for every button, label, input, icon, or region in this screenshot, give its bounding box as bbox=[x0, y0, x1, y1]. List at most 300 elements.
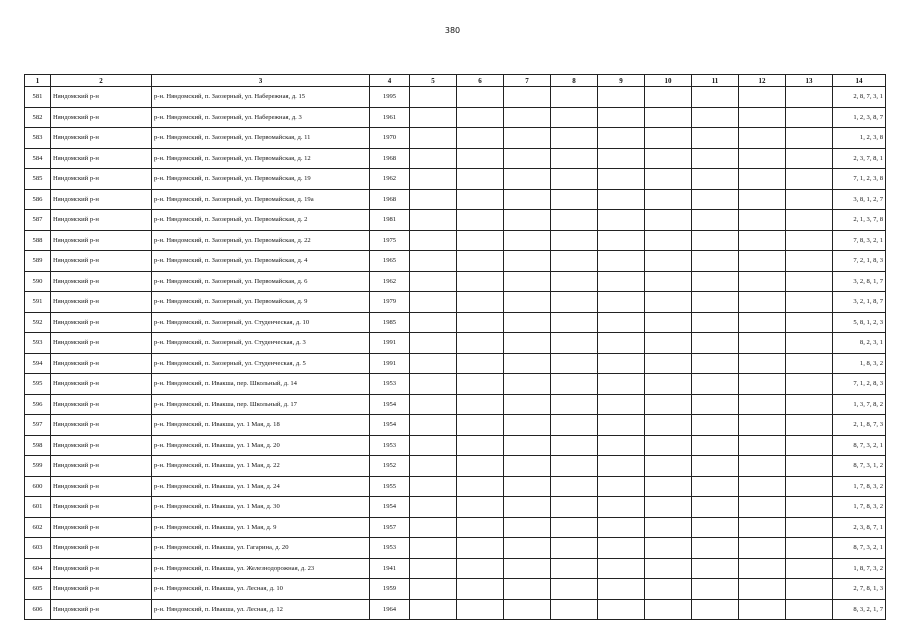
empty-cell-col-7 bbox=[504, 189, 551, 210]
column-header-2: 2 bbox=[51, 75, 152, 87]
empty-cell-col-13 bbox=[786, 312, 833, 333]
row-number-cell: 585 bbox=[25, 169, 51, 190]
empty-cell-col-5 bbox=[410, 292, 457, 313]
district-cell: Няндомский р-н bbox=[51, 312, 152, 333]
empty-cell-col-10 bbox=[645, 476, 692, 497]
empty-cell-col-5 bbox=[410, 230, 457, 251]
empty-cell-col-11 bbox=[692, 271, 739, 292]
table-row bbox=[25, 169, 886, 190]
row-number-cell: 599 bbox=[25, 456, 51, 477]
empty-cell-col-9 bbox=[598, 497, 645, 518]
empty-cell-col-12 bbox=[739, 435, 786, 456]
district-cell: Няндомский р-н bbox=[51, 415, 152, 436]
year-cell: 1954 bbox=[370, 497, 410, 518]
row-number-cell: 602 bbox=[25, 517, 51, 538]
empty-cell-col-11 bbox=[692, 517, 739, 538]
empty-cell-col-13 bbox=[786, 210, 833, 231]
district-cell: Няндомский р-н bbox=[51, 210, 152, 231]
address-cell: р-н. Няндомский, п. Заозерный, ул. Первомайская, д. 2 bbox=[152, 210, 370, 231]
sequence-cell: 3, 2, 1, 8, 7 bbox=[833, 292, 886, 313]
empty-cell-col-8 bbox=[551, 558, 598, 579]
empty-cell-col-8 bbox=[551, 415, 598, 436]
empty-cell-col-7 bbox=[504, 210, 551, 231]
empty-cell-col-6 bbox=[457, 579, 504, 600]
sequence-cell: 7, 1, 2, 8, 3 bbox=[833, 374, 886, 395]
empty-cell-col-8 bbox=[551, 497, 598, 518]
year-cell: 1957 bbox=[370, 517, 410, 538]
empty-cell-col-13 bbox=[786, 292, 833, 313]
column-header-9: 9 bbox=[598, 75, 645, 87]
row-number-cell: 586 bbox=[25, 189, 51, 210]
column-header-11: 11 bbox=[692, 75, 739, 87]
empty-cell-col-12 bbox=[739, 271, 786, 292]
empty-cell-col-5 bbox=[410, 210, 457, 231]
empty-cell-col-10 bbox=[645, 374, 692, 395]
year-cell: 1968 bbox=[370, 189, 410, 210]
address-cell: р-н. Няндомский, п. Ивакша, ул. Лесная, д. 10 bbox=[152, 579, 370, 600]
empty-cell-col-13 bbox=[786, 415, 833, 436]
row-number-cell: 592 bbox=[25, 312, 51, 333]
year-cell: 1991 bbox=[370, 333, 410, 354]
sequence-cell: 1, 8, 7, 3, 2 bbox=[833, 558, 886, 579]
year-cell: 1962 bbox=[370, 271, 410, 292]
empty-cell-col-5 bbox=[410, 599, 457, 620]
district-cell: Няндомский р-н bbox=[51, 189, 152, 210]
housing-table bbox=[24, 74, 886, 620]
empty-cell-col-10 bbox=[645, 292, 692, 313]
empty-cell-col-5 bbox=[410, 415, 457, 436]
empty-cell-col-11 bbox=[692, 599, 739, 620]
empty-cell-col-6 bbox=[457, 435, 504, 456]
empty-cell-col-5 bbox=[410, 579, 457, 600]
address-cell: р-н. Няндомский, п. Заозерный, ул. Студенческая, д. 3 bbox=[152, 333, 370, 354]
empty-cell-col-10 bbox=[645, 230, 692, 251]
empty-cell-col-13 bbox=[786, 435, 833, 456]
table-row bbox=[25, 599, 886, 620]
table-row bbox=[25, 435, 886, 456]
empty-cell-col-10 bbox=[645, 517, 692, 538]
empty-cell-col-5 bbox=[410, 394, 457, 415]
empty-cell-col-13 bbox=[786, 189, 833, 210]
empty-cell-col-10 bbox=[645, 107, 692, 128]
empty-cell-col-7 bbox=[504, 476, 551, 497]
table-row bbox=[25, 128, 886, 149]
empty-cell-col-5 bbox=[410, 456, 457, 477]
empty-cell-col-9 bbox=[598, 599, 645, 620]
empty-cell-col-7 bbox=[504, 394, 551, 415]
empty-cell-col-9 bbox=[598, 87, 645, 108]
empty-cell-col-12 bbox=[739, 230, 786, 251]
empty-cell-col-10 bbox=[645, 189, 692, 210]
empty-cell-col-11 bbox=[692, 292, 739, 313]
address-cell: р-н. Няндомский, п. Ивакша, пер. Школьный, д. 17 bbox=[152, 394, 370, 415]
empty-cell-col-12 bbox=[739, 497, 786, 518]
row-number-cell: 606 bbox=[25, 599, 51, 620]
year-cell: 1955 bbox=[370, 476, 410, 497]
address-cell: р-н. Няндомский, п. Заозерный, ул. Студенческая, д. 5 bbox=[152, 353, 370, 374]
empty-cell-col-9 bbox=[598, 312, 645, 333]
empty-cell-col-9 bbox=[598, 579, 645, 600]
empty-cell-col-6 bbox=[457, 517, 504, 538]
row-number-cell: 605 bbox=[25, 579, 51, 600]
empty-cell-col-11 bbox=[692, 538, 739, 559]
column-header-1: 1 bbox=[25, 75, 51, 87]
row-number-cell: 598 bbox=[25, 435, 51, 456]
row-number-cell: 584 bbox=[25, 148, 51, 169]
empty-cell-col-12 bbox=[739, 210, 786, 231]
empty-cell-col-12 bbox=[739, 189, 786, 210]
empty-cell-col-8 bbox=[551, 189, 598, 210]
district-cell: Няндомский р-н bbox=[51, 435, 152, 456]
sequence-cell: 7, 2, 1, 8, 3 bbox=[833, 251, 886, 272]
address-cell: р-н. Няндомский, п. Заозерный, ул. Студенческая, д. 10 bbox=[152, 312, 370, 333]
empty-cell-col-11 bbox=[692, 497, 739, 518]
empty-cell-col-8 bbox=[551, 87, 598, 108]
empty-cell-col-8 bbox=[551, 394, 598, 415]
district-cell: Няндомский р-н bbox=[51, 292, 152, 313]
empty-cell-col-7 bbox=[504, 292, 551, 313]
empty-cell-col-9 bbox=[598, 558, 645, 579]
sequence-cell: 2, 3, 7, 8, 1 bbox=[833, 148, 886, 169]
empty-cell-col-11 bbox=[692, 169, 739, 190]
address-cell: р-н. Няндомский, п. Заозерный, ул. Первомайская, д. 12 bbox=[152, 148, 370, 169]
empty-cell-col-7 bbox=[504, 415, 551, 436]
sequence-cell: 2, 1, 8, 7, 3 bbox=[833, 415, 886, 436]
empty-cell-col-13 bbox=[786, 538, 833, 559]
empty-cell-col-12 bbox=[739, 312, 786, 333]
empty-cell-col-11 bbox=[692, 456, 739, 477]
address-cell: р-н. Няндомский, п. Заозерный, ул. Первомайская, д. 22 bbox=[152, 230, 370, 251]
district-cell: Няндомский р-н bbox=[51, 517, 152, 538]
empty-cell-col-7 bbox=[504, 148, 551, 169]
table-row bbox=[25, 271, 886, 292]
district-cell: Няндомский р-н bbox=[51, 87, 152, 108]
empty-cell-col-11 bbox=[692, 87, 739, 108]
empty-cell-col-7 bbox=[504, 517, 551, 538]
empty-cell-col-9 bbox=[598, 189, 645, 210]
empty-cell-col-13 bbox=[786, 476, 833, 497]
address-cell: р-н. Няндомский, п. Заозерный, ул. Первомайская, д. 19а bbox=[152, 189, 370, 210]
table-row bbox=[25, 476, 886, 497]
sequence-cell: 1, 7, 8, 3, 2 bbox=[833, 476, 886, 497]
empty-cell-col-10 bbox=[645, 333, 692, 354]
empty-cell-col-13 bbox=[786, 394, 833, 415]
empty-cell-col-8 bbox=[551, 456, 598, 477]
empty-cell-col-11 bbox=[692, 435, 739, 456]
empty-cell-col-8 bbox=[551, 353, 598, 374]
district-cell: Няндомский р-н bbox=[51, 271, 152, 292]
empty-cell-col-12 bbox=[739, 353, 786, 374]
district-cell: Няндомский р-н bbox=[51, 374, 152, 395]
empty-cell-col-5 bbox=[410, 374, 457, 395]
table-row bbox=[25, 517, 886, 538]
empty-cell-col-5 bbox=[410, 435, 457, 456]
row-number-cell: 581 bbox=[25, 87, 51, 108]
district-cell: Няндомский р-н bbox=[51, 353, 152, 374]
column-header-5: 5 bbox=[410, 75, 457, 87]
sequence-cell: 2, 7, 8, 1, 3 bbox=[833, 579, 886, 600]
sequence-cell: 3, 8, 1, 2, 7 bbox=[833, 189, 886, 210]
empty-cell-col-12 bbox=[739, 374, 786, 395]
empty-cell-col-13 bbox=[786, 333, 833, 354]
sequence-cell: 2, 3, 8, 7, 1 bbox=[833, 517, 886, 538]
empty-cell-col-6 bbox=[457, 456, 504, 477]
empty-cell-col-5 bbox=[410, 87, 457, 108]
empty-cell-col-6 bbox=[457, 394, 504, 415]
row-number-cell: 582 bbox=[25, 107, 51, 128]
empty-cell-col-6 bbox=[457, 148, 504, 169]
address-cell: р-н. Няндомский, п. Ивакша, ул. 1 Мая, д. 20 bbox=[152, 435, 370, 456]
address-cell: р-н. Няндомский, п. Заозерный, ул. Первомайская, д. 6 bbox=[152, 271, 370, 292]
empty-cell-col-11 bbox=[692, 210, 739, 231]
empty-cell-col-12 bbox=[739, 579, 786, 600]
year-cell: 1965 bbox=[370, 251, 410, 272]
row-number-cell: 590 bbox=[25, 271, 51, 292]
empty-cell-col-9 bbox=[598, 415, 645, 436]
sequence-cell: 1, 8, 3, 2 bbox=[833, 353, 886, 374]
empty-cell-col-12 bbox=[739, 599, 786, 620]
empty-cell-col-12 bbox=[739, 292, 786, 313]
empty-cell-col-7 bbox=[504, 251, 551, 272]
column-header-7: 7 bbox=[504, 75, 551, 87]
empty-cell-col-8 bbox=[551, 312, 598, 333]
empty-cell-col-7 bbox=[504, 230, 551, 251]
table-row bbox=[25, 353, 886, 374]
row-number-cell: 600 bbox=[25, 476, 51, 497]
empty-cell-col-5 bbox=[410, 128, 457, 149]
table-row bbox=[25, 374, 886, 395]
empty-cell-col-10 bbox=[645, 312, 692, 333]
empty-cell-col-7 bbox=[504, 87, 551, 108]
empty-cell-col-9 bbox=[598, 210, 645, 231]
empty-cell-col-7 bbox=[504, 169, 551, 190]
sequence-cell: 1, 7, 8, 3, 2 bbox=[833, 497, 886, 518]
row-number-cell: 596 bbox=[25, 394, 51, 415]
empty-cell-col-9 bbox=[598, 394, 645, 415]
sequence-cell: 1, 2, 3, 8, 7 bbox=[833, 107, 886, 128]
table-row bbox=[25, 579, 886, 600]
sequence-cell: 2, 8, 7, 3, 1 bbox=[833, 87, 886, 108]
empty-cell-col-9 bbox=[598, 353, 645, 374]
empty-cell-col-8 bbox=[551, 230, 598, 251]
row-number-cell: 589 bbox=[25, 251, 51, 272]
empty-cell-col-11 bbox=[692, 107, 739, 128]
empty-cell-col-6 bbox=[457, 353, 504, 374]
empty-cell-col-8 bbox=[551, 333, 598, 354]
district-cell: Няндомский р-н bbox=[51, 456, 152, 477]
empty-cell-col-6 bbox=[457, 230, 504, 251]
empty-cell-col-5 bbox=[410, 558, 457, 579]
empty-cell-col-11 bbox=[692, 476, 739, 497]
district-cell: Няндомский р-н bbox=[51, 579, 152, 600]
empty-cell-col-13 bbox=[786, 87, 833, 108]
column-header-10: 10 bbox=[645, 75, 692, 87]
empty-cell-col-6 bbox=[457, 333, 504, 354]
year-cell: 1979 bbox=[370, 292, 410, 313]
district-cell: Няндомский р-н bbox=[51, 497, 152, 518]
empty-cell-col-10 bbox=[645, 251, 692, 272]
empty-cell-col-8 bbox=[551, 148, 598, 169]
empty-cell-col-13 bbox=[786, 497, 833, 518]
address-cell: р-н. Няндомский, п. Ивакша, ул. Лесная, д. 12 bbox=[152, 599, 370, 620]
empty-cell-col-13 bbox=[786, 579, 833, 600]
empty-cell-col-5 bbox=[410, 517, 457, 538]
address-cell: р-н. Няндомский, п. Заозерный, ул. Первомайская, д. 11 bbox=[152, 128, 370, 149]
empty-cell-col-8 bbox=[551, 292, 598, 313]
year-cell: 1970 bbox=[370, 128, 410, 149]
address-cell: р-н. Няндомский, п. Ивакша, ул. 1 Мая, д. 30 bbox=[152, 497, 370, 518]
row-number-cell: 597 bbox=[25, 415, 51, 436]
table-row bbox=[25, 415, 886, 436]
empty-cell-col-10 bbox=[645, 394, 692, 415]
empty-cell-col-9 bbox=[598, 251, 645, 272]
empty-cell-col-8 bbox=[551, 517, 598, 538]
empty-cell-col-8 bbox=[551, 599, 598, 620]
empty-cell-col-6 bbox=[457, 128, 504, 149]
year-cell: 1954 bbox=[370, 415, 410, 436]
address-cell: р-н. Няндомский, п. Заозерный, ул. Набережная, д. 3 bbox=[152, 107, 370, 128]
row-number-cell: 595 bbox=[25, 374, 51, 395]
district-cell: Няндомский р-н bbox=[51, 251, 152, 272]
empty-cell-col-10 bbox=[645, 148, 692, 169]
empty-cell-col-10 bbox=[645, 210, 692, 231]
empty-cell-col-13 bbox=[786, 374, 833, 395]
year-cell: 1964 bbox=[370, 599, 410, 620]
empty-cell-col-11 bbox=[692, 394, 739, 415]
empty-cell-col-9 bbox=[598, 128, 645, 149]
empty-cell-col-12 bbox=[739, 476, 786, 497]
empty-cell-col-13 bbox=[786, 599, 833, 620]
empty-cell-col-12 bbox=[739, 415, 786, 436]
row-number-cell: 604 bbox=[25, 558, 51, 579]
empty-cell-col-13 bbox=[786, 517, 833, 538]
year-cell: 1981 bbox=[370, 210, 410, 231]
empty-cell-col-12 bbox=[739, 148, 786, 169]
empty-cell-col-8 bbox=[551, 107, 598, 128]
year-cell: 1959 bbox=[370, 579, 410, 600]
year-cell: 1961 bbox=[370, 107, 410, 128]
empty-cell-col-6 bbox=[457, 312, 504, 333]
empty-cell-col-6 bbox=[457, 415, 504, 436]
sequence-cell: 8, 7, 3, 2, 1 bbox=[833, 538, 886, 559]
empty-cell-col-6 bbox=[457, 538, 504, 559]
empty-cell-col-11 bbox=[692, 353, 739, 374]
district-cell: Няндомский р-н bbox=[51, 230, 152, 251]
empty-cell-col-5 bbox=[410, 538, 457, 559]
empty-cell-col-11 bbox=[692, 558, 739, 579]
sequence-cell: 2, 1, 3, 7, 8 bbox=[833, 210, 886, 231]
empty-cell-col-10 bbox=[645, 579, 692, 600]
row-number-cell: 593 bbox=[25, 333, 51, 354]
empty-cell-col-9 bbox=[598, 271, 645, 292]
empty-cell-col-13 bbox=[786, 353, 833, 374]
empty-cell-col-6 bbox=[457, 210, 504, 231]
table-header bbox=[25, 75, 886, 87]
empty-cell-col-12 bbox=[739, 538, 786, 559]
page-number: 380 bbox=[444, 26, 461, 35]
table-row bbox=[25, 497, 886, 518]
address-cell: р-н. Няндомский, п. Ивакша, ул. 1 Мая, д. 24 bbox=[152, 476, 370, 497]
empty-cell-col-8 bbox=[551, 374, 598, 395]
empty-cell-col-10 bbox=[645, 456, 692, 477]
empty-cell-col-7 bbox=[504, 128, 551, 149]
sequence-cell: 1, 3, 7, 8, 2 bbox=[833, 394, 886, 415]
column-header-3: 3 bbox=[152, 75, 370, 87]
empty-cell-col-7 bbox=[504, 312, 551, 333]
year-cell: 1975 bbox=[370, 230, 410, 251]
empty-cell-col-5 bbox=[410, 169, 457, 190]
empty-cell-col-10 bbox=[645, 169, 692, 190]
empty-cell-col-9 bbox=[598, 333, 645, 354]
empty-cell-col-12 bbox=[739, 87, 786, 108]
empty-cell-col-6 bbox=[457, 497, 504, 518]
empty-cell-col-11 bbox=[692, 312, 739, 333]
empty-cell-col-13 bbox=[786, 456, 833, 477]
year-cell: 1968 bbox=[370, 148, 410, 169]
column-header-12: 12 bbox=[739, 75, 786, 87]
empty-cell-col-9 bbox=[598, 374, 645, 395]
sequence-cell: 1, 2, 3, 8 bbox=[833, 128, 886, 149]
header-row bbox=[25, 75, 886, 87]
empty-cell-col-6 bbox=[457, 558, 504, 579]
table-body bbox=[25, 87, 886, 620]
empty-cell-col-8 bbox=[551, 579, 598, 600]
empty-cell-col-13 bbox=[786, 251, 833, 272]
address-cell: р-н. Няндомский, п. Ивакша, ул. 1 Мая, д. 18 bbox=[152, 415, 370, 436]
empty-cell-col-7 bbox=[504, 374, 551, 395]
empty-cell-col-6 bbox=[457, 251, 504, 272]
row-number-cell: 594 bbox=[25, 353, 51, 374]
empty-cell-col-8 bbox=[551, 435, 598, 456]
empty-cell-col-7 bbox=[504, 497, 551, 518]
empty-cell-col-12 bbox=[739, 251, 786, 272]
district-cell: Няндомский р-н bbox=[51, 394, 152, 415]
table-row bbox=[25, 292, 886, 313]
row-number-cell: 591 bbox=[25, 292, 51, 313]
empty-cell-col-12 bbox=[739, 394, 786, 415]
table-row bbox=[25, 394, 886, 415]
empty-cell-col-5 bbox=[410, 189, 457, 210]
empty-cell-col-6 bbox=[457, 189, 504, 210]
address-cell: р-н. Няндомский, п. Заозерный, ул. Набережная, д. 15 bbox=[152, 87, 370, 108]
empty-cell-col-13 bbox=[786, 558, 833, 579]
empty-cell-col-13 bbox=[786, 107, 833, 128]
address-cell: р-н. Няндомский, п. Ивакша, ул. 1 Мая, д. 22 bbox=[152, 456, 370, 477]
empty-cell-col-10 bbox=[645, 87, 692, 108]
year-cell: 1953 bbox=[370, 538, 410, 559]
sequence-cell: 8, 7, 3, 2, 1 bbox=[833, 435, 886, 456]
empty-cell-col-11 bbox=[692, 148, 739, 169]
year-cell: 1953 bbox=[370, 374, 410, 395]
empty-cell-col-5 bbox=[410, 107, 457, 128]
empty-cell-col-6 bbox=[457, 271, 504, 292]
empty-cell-col-5 bbox=[410, 476, 457, 497]
empty-cell-col-11 bbox=[692, 333, 739, 354]
table-row bbox=[25, 558, 886, 579]
empty-cell-col-5 bbox=[410, 271, 457, 292]
year-cell: 1985 bbox=[370, 312, 410, 333]
empty-cell-col-6 bbox=[457, 87, 504, 108]
empty-cell-col-8 bbox=[551, 476, 598, 497]
district-cell: Няндомский р-н bbox=[51, 538, 152, 559]
table-row bbox=[25, 210, 886, 231]
empty-cell-col-8 bbox=[551, 251, 598, 272]
table-row bbox=[25, 230, 886, 251]
year-cell: 1953 bbox=[370, 435, 410, 456]
empty-cell-col-12 bbox=[739, 333, 786, 354]
sequence-cell: 8, 2, 3, 1 bbox=[833, 333, 886, 354]
empty-cell-col-7 bbox=[504, 456, 551, 477]
